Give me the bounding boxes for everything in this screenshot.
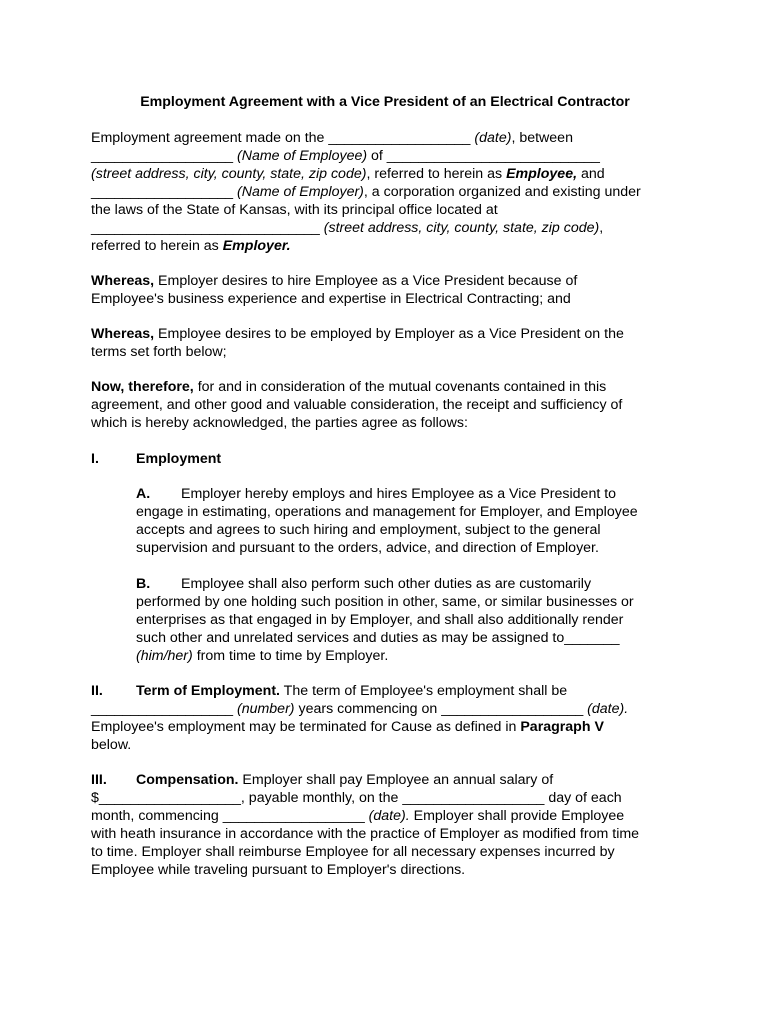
text: month, commencing	[91, 808, 223, 824]
text: , payable monthly, on the	[240, 790, 403, 806]
text: from time to time by Employer.	[192, 648, 389, 664]
section-2	[91, 682, 691, 754]
whereas1-line-2: Employee's business experience and expertise in Electrical Contracting; and	[91, 291, 571, 307]
section-title: Term of Employment.	[136, 683, 280, 699]
now-line-2: agreement, and other good and valuable consideration, the receipt and sufficiency of	[91, 397, 623, 413]
section-1-a	[136, 485, 671, 557]
text: Employer shall provide Employee	[409, 808, 625, 824]
text: , referred to herein as	[366, 166, 507, 182]
text: Employer desires to hire Employee as a Vice President because of	[154, 273, 578, 289]
subsection-label: B.	[136, 576, 151, 592]
paragraph-reference: Paragraph V	[520, 719, 604, 735]
text: and	[577, 166, 605, 182]
section-title: Employment	[136, 451, 222, 467]
employer-name-label: (Name of Employer)	[233, 184, 364, 200]
section-1-heading	[91, 450, 691, 468]
address-label: (street address, city, county, state, zip code)	[91, 166, 367, 182]
section-number: II.	[91, 683, 103, 699]
whereas1-line-1	[91, 272, 691, 290]
employer-address-blank: _____________________________	[91, 220, 320, 236]
whereas2-line-2: terms set forth below;	[91, 344, 227, 360]
text: for and in consideration of the mutual covenants contained in this	[193, 379, 607, 395]
text: of	[367, 148, 387, 164]
section-3-line-4: with heath insurance in accordance with the practice of Employer as modified from time	[91, 826, 640, 842]
section-1-b	[136, 575, 671, 665]
section-1-b-line-3: enterprises as that engaged in by Employer, and shall also additionally render	[136, 612, 624, 628]
text: Employee shall also perform such other duties as are customarily	[181, 576, 592, 592]
date-label: (date)	[474, 130, 512, 146]
text: $	[91, 790, 99, 806]
whereas-paragraph-2	[91, 325, 691, 361]
date-blank: __________________	[328, 130, 471, 146]
section-1-a-line-1	[136, 485, 671, 503]
whereas-label: Whereas,	[91, 326, 155, 342]
section-1-a-line-4: supervision and pursuant to the orders, advice, and direction of Employer.	[136, 540, 599, 556]
pronoun-label: (him/her)	[136, 648, 193, 664]
text: Employee's employment may be terminated for Cause as defined in	[91, 719, 521, 735]
text: ,	[599, 220, 604, 236]
start-date-blank: __________________	[441, 701, 584, 717]
section-3-line-1	[91, 771, 691, 789]
text: Employer shall pay Employee an annual salary of	[238, 772, 554, 788]
section-number: I.	[91, 451, 99, 467]
intro-line-7	[91, 237, 691, 255]
section-2-line-3	[91, 718, 691, 736]
section-3-heading-line	[136, 771, 553, 789]
text: day of each	[544, 790, 622, 806]
pay-day-blank: __________________	[402, 790, 545, 806]
section-1-a-line-2: engage in estimating, operations and management for Employer, and Employee	[136, 504, 638, 520]
section-title: Compensation.	[136, 772, 239, 788]
section-3-line-3	[91, 807, 691, 825]
intro-line-3	[91, 165, 691, 183]
section-1-heading-line	[91, 450, 691, 468]
now-line-3: which is hereby acknowledged, the parties agree as follows:	[91, 415, 468, 431]
section-2-line-4: below.	[91, 737, 132, 753]
address-label: (street address, city, county, state, zip code)	[319, 220, 600, 236]
text: referred to herein as	[91, 238, 223, 254]
section-2-line-1	[91, 682, 691, 700]
employer-term: Employer.	[222, 238, 291, 254]
text: Employer hereby employs and hires Employee as a Vice President to	[181, 486, 617, 502]
section-3-line-6: Employee while traveling pursuant to Employer's directions.	[91, 862, 466, 878]
text: Employee desires to be employed by Employer as a Vice President on the	[154, 326, 624, 342]
text: , between	[511, 130, 573, 146]
intro-line-5: the laws of the State of Kansas, with its principal office located at	[91, 202, 498, 218]
section-2-heading-line	[136, 682, 567, 700]
section-3-line-5: to time. Employer shall reimburse Employee for all necessary expenses incurred by	[91, 844, 615, 860]
subsection-label: A.	[136, 486, 151, 502]
term-number-blank: __________________	[91, 701, 234, 717]
section-2-line-2	[91, 700, 691, 718]
intro-line-6	[91, 219, 691, 237]
commence-date-blank: __________________	[222, 808, 365, 824]
section-1-b-line-2: performed by one holding such position in other, same, or similar businesses or	[136, 594, 634, 610]
section-number: III.	[91, 772, 107, 788]
number-label: (number)	[233, 701, 295, 717]
employee-term: Employee,	[506, 166, 578, 182]
section-1-a-line-3: accepts and agrees to such hiring and employment, subject to the general	[136, 522, 601, 538]
now-therefore-paragraph	[91, 378, 691, 432]
whereas-paragraph-1	[91, 272, 691, 308]
employee-address-blank: ___________________________	[386, 148, 600, 164]
text: years commencing on	[294, 701, 442, 717]
intro-line-1	[91, 129, 691, 147]
pronoun-blank: _______	[564, 630, 620, 646]
employer-name-blank: __________________	[91, 184, 234, 200]
text: Employment agreement made on the	[91, 130, 329, 146]
intro-line-4	[91, 183, 691, 201]
now-line-1	[91, 378, 691, 396]
intro-line-2	[91, 147, 691, 165]
whereas-label: Whereas,	[91, 273, 155, 289]
employee-name-label: (Name of Employee)	[233, 148, 368, 164]
section-3-line-2	[91, 789, 691, 807]
salary-blank: __________________	[98, 790, 241, 806]
section-1-b-line-1	[136, 575, 671, 593]
section-3	[91, 771, 691, 879]
document-title: Employment Agreement with a Vice President of an Electrical Contractor	[140, 94, 630, 110]
now-therefore-label: Now, therefore,	[91, 379, 194, 395]
section-1-b-line-5	[136, 647, 671, 665]
whereas2-line-1	[91, 325, 691, 343]
date-label: (date).	[364, 808, 410, 824]
text: The term of Employee's employment shall be	[280, 683, 568, 699]
intro-paragraph	[91, 129, 691, 255]
text: such other and unrelated services and duties as may be assigned to	[136, 630, 565, 646]
text: , a corporation organized and existing under	[363, 184, 641, 200]
section-1-b-line-4	[136, 629, 671, 647]
employee-name-blank: __________________	[91, 148, 234, 164]
date-label: (date).	[583, 701, 629, 717]
